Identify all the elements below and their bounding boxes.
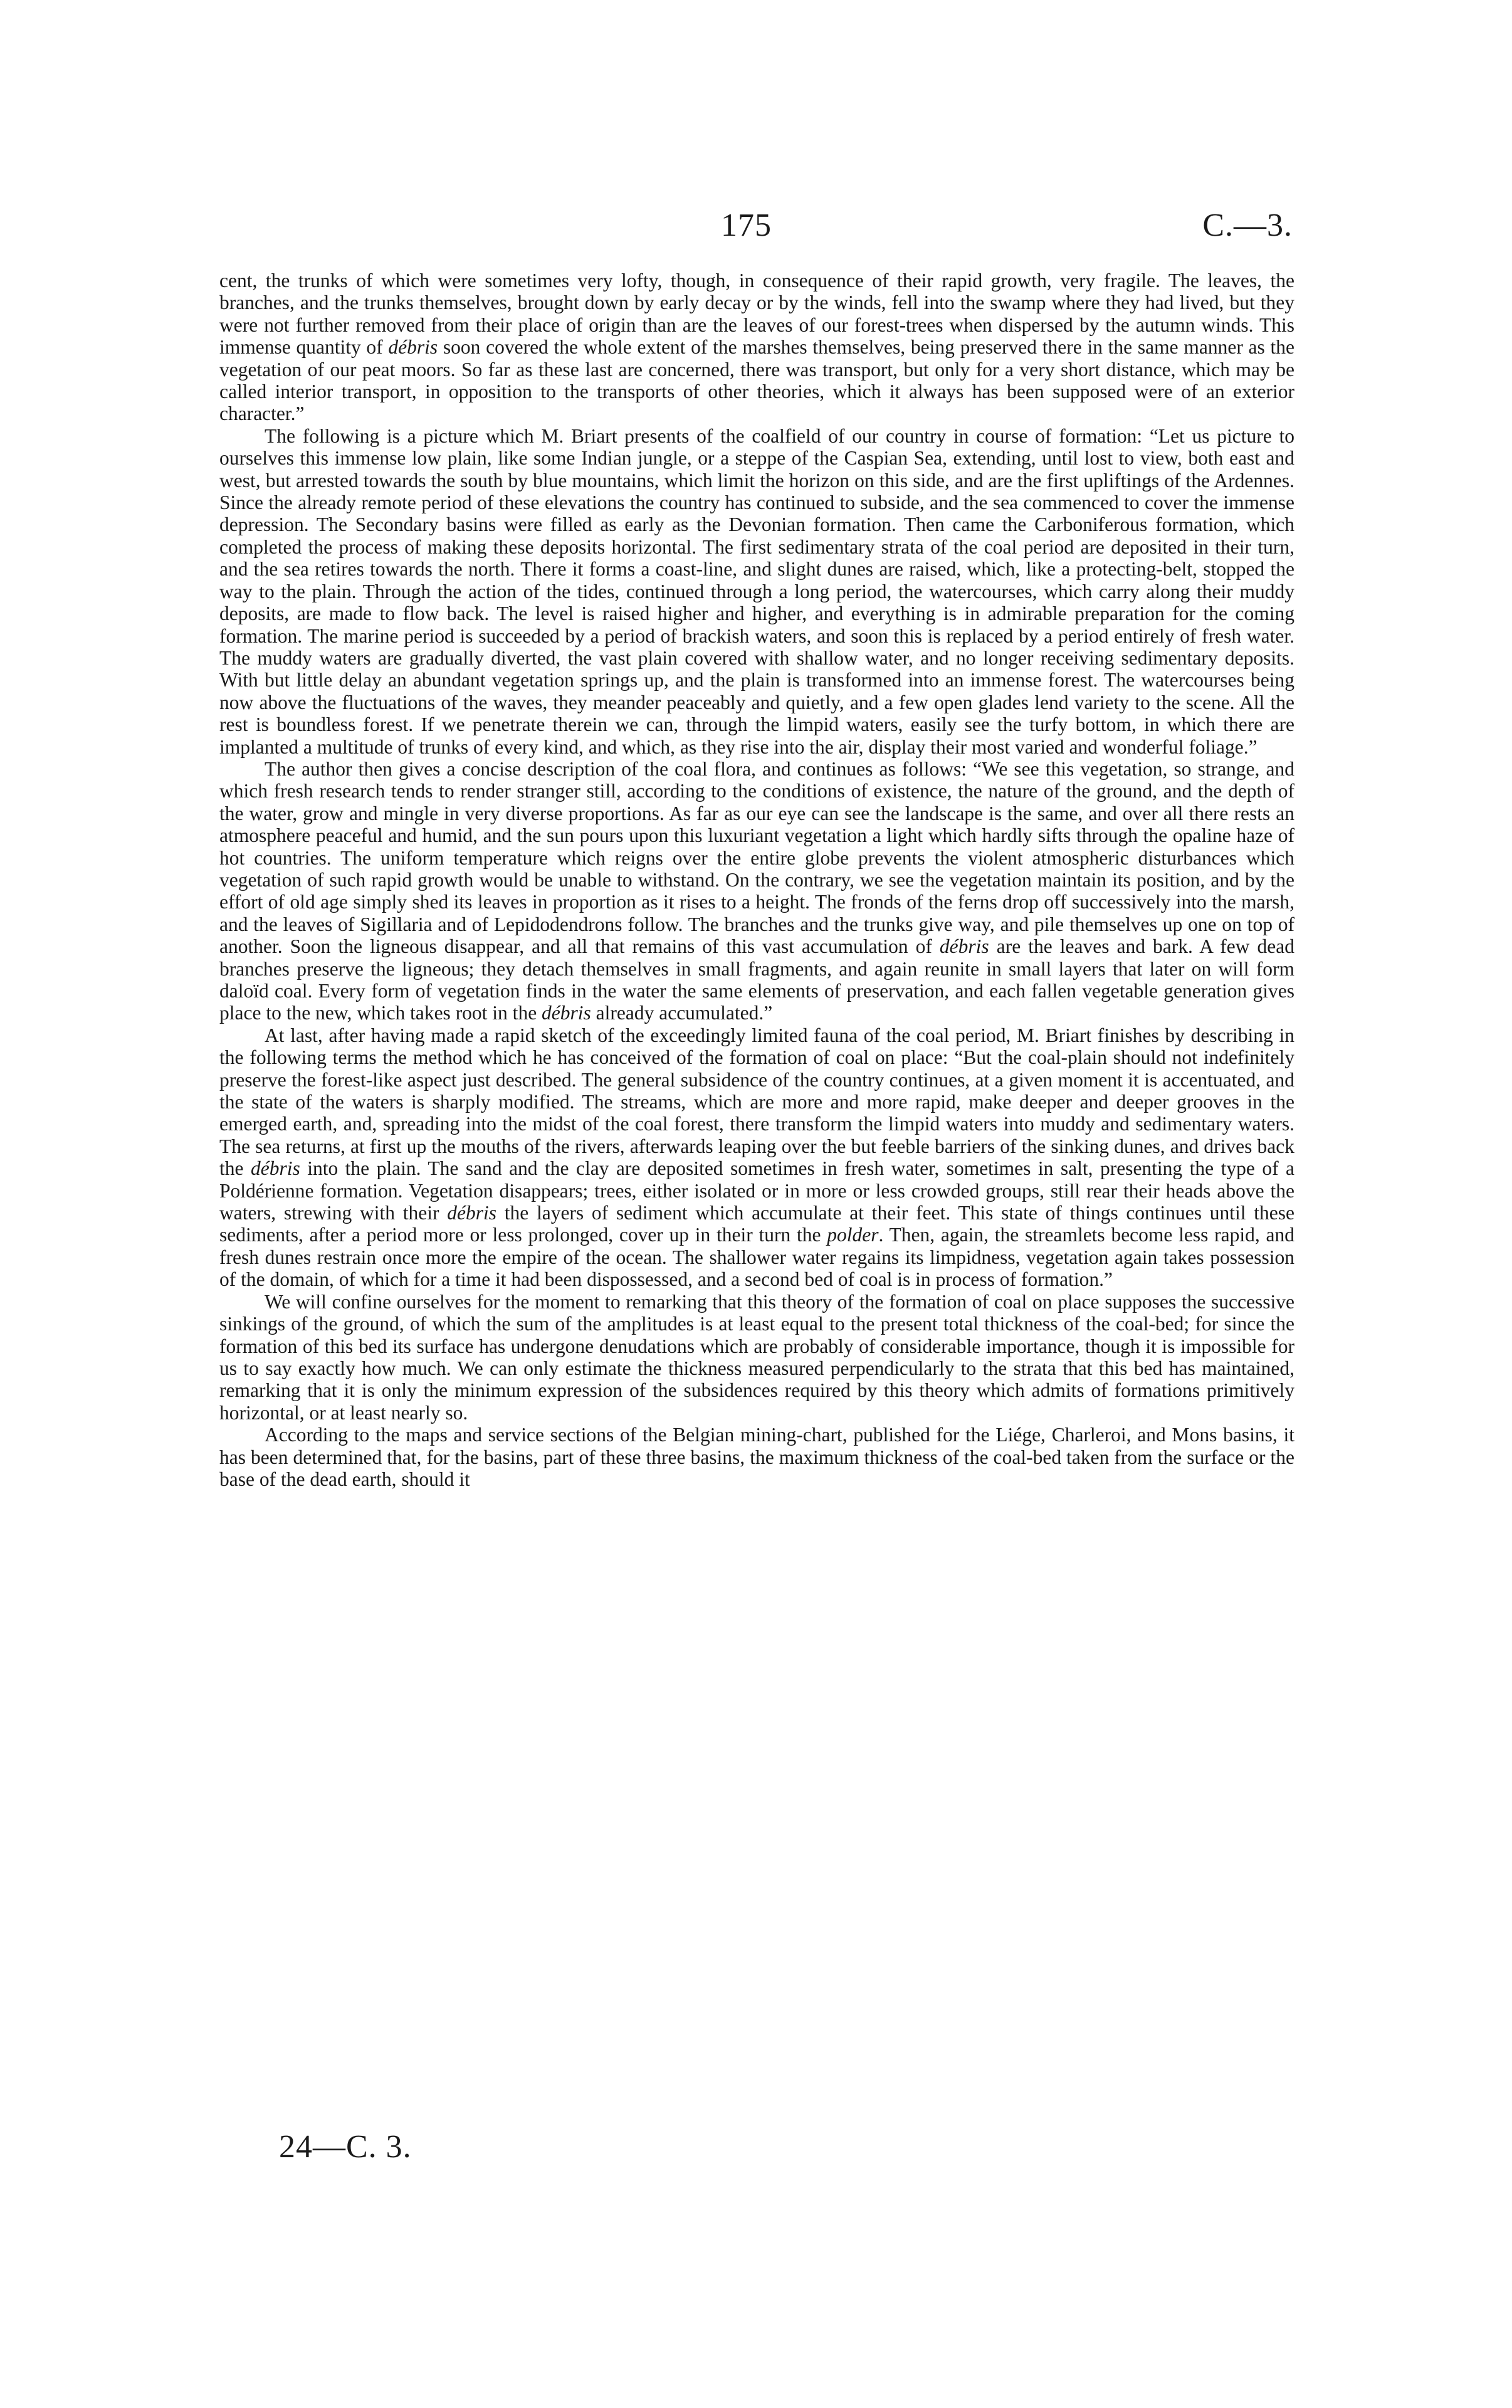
text-run: According to the maps and service sections of the Belgian mining-chart, published for the Liége, Charleroi, and Mons basins, it has been determined that, for the basins, part of these three basins, the maximum thickness of the coal-bed taken from the surface or the base of the dead earth, should it bbox=[219, 1424, 1294, 1490]
page-number: 175 bbox=[721, 208, 772, 243]
italic-term: débris bbox=[447, 1202, 496, 1224]
paragraph bbox=[219, 758, 1294, 1024]
italic-term: débris bbox=[542, 1002, 591, 1024]
italic-term: polder bbox=[827, 1224, 879, 1246]
text-run: . Then, again, the streamlets become less rapid, and fresh dunes restrain once more the empire of the ocean. The shallower water regains its limpidness, vegetation again takes possession of the domain, of which for a time it had been dispossessed, and a second bed of coal is in process of formation.” bbox=[219, 1224, 1294, 1291]
text-run: already accumulated.” bbox=[591, 1002, 773, 1024]
paragraph bbox=[219, 425, 1294, 758]
text-run: the layers of sediment which accumulate at their feet. This state of things continues until these sediments, after a period more or less prolonged, cover up in their turn the bbox=[219, 1202, 1295, 1246]
italic-term: débris bbox=[939, 935, 989, 958]
text-run: The author then gives a concise description of the coal flora, and continues as follows: “We see this vegetation, so strange, and which fresh research tends to render stranger still, according to the conditions of existence, the nature of the ground, and the depth of the water, grow and mingle in very diverse proportions. As far as our eye can see the landscape is the same, and over all there rests an atmosphere peaceful and humid, and the sun pours upon this luxuriant vegetation a light which hardly sifts through the opaline haze of hot countries. The uniform temperature which reigns over the entire globe prevents the violent atmospheric disturbances which vegetation of such rapid growth would be unable to withstand. On the contrary, we see the vegetation maintain its position, and by the effort of old age simply shed its leaves in proportion as it rises to a height. The fronds of the ferns drop off successively into the marsh, and the leaves of Sigillaria and of Lepidodendrons follow. The branches and the trunks give way, and pile themselves up one on top of another. Soon the ligneous disappear, and all that remains of this vast accumulation of bbox=[219, 757, 1294, 958]
text-run: At last, after having made a rapid sketch of the exceedingly limited fauna of the coal period, M. Briart finishes by describing in the following terms the method which he has conceived of the formation of coal on place: “But the coal-plain should not indefinitely preserve the forest-like aspect just described. The general subsidence of the country continues, at a given moment it is accentuated, and the state of the waters is sharply modified. The streams, which are more and more rapid, make deeper and deeper grooves in the emerged earth, and, spreading into the midst of the coal forest, there transform the limpid waters into muddy and sedimentary waters. The sea returns, at first up the mouths of the rivers, afterwards leaping over the but feeble barriers of the sinking dunes, and drives back the bbox=[219, 1024, 1294, 1180]
paragraph bbox=[219, 1024, 1294, 1291]
text-run: into the plain. The sand and the clay are deposited sometimes in fresh water, sometimes in salt, presenting the type of a Poldérienne formation. Vegetation disappears; trees, either isolated or in more or less crowded groups, still rear their heads above the waters, strewing with their bbox=[219, 1157, 1295, 1224]
series-code: C.—3. bbox=[1202, 208, 1293, 243]
text-run: We will confine ourselves for the moment to remarking that this theory of the formation of coal on place supposes the successive sinkings of the ground, of which the sum of the amplitudes is at least equal to the present total thickness of the coal-bed; for since the formation of this bed its surface has undergone denudations which are probably of considerable importance, though it is impossible for us to say exactly how much. We can only estimate the thickness measured perpendicularly to the strata that this bed has maintained, remarking that it is only the minimum expression of the subsidences required by this theory which admits of formations primitively horizontal, or at least nearly so. bbox=[219, 1290, 1294, 1424]
body-text bbox=[219, 270, 1294, 1490]
text-run: The following is a picture which M. Briart presents of the coalfield of our country in course of formation: “Let us picture to ourselves this immense low plain, like some Indian jungle, or a steppe of the Caspian Sea, extending, until lost to view, both east and west, but arrested towards the south by blue mountains, which limit the horizon on this side, and are the first upliftings of the Ardennes. Since the already remote period of these elevations the country has continued to subside, and the sea commenced to cover the immense depression. The Secondary basins were filled as early as the Devonian formation. Then came the Carboniferous formation, which completed the process of making these deposits horizontal. The first sedimentary strata of the coal period are deposited in their turn, and the sea retires towards the north. There it forms a coast-line, and slight dunes are raised, which, like a protecting-belt, stopped the way to the plain. Through the action of the tides, continued through a long period, the watercourses, which carry along their muddy deposits, are made to flow back. The level is raised higher and higher, and everything is in admirable preparation for the coming formation. The marine period is succeeded by a period of brackish waters, and soon this is replaced by a period entirely of fresh water. The muddy waters are gradually diverted, the vast plain covered with shallow water, and no longer receiving sedimentary deposits. With but little delay an abundant vegetation springs up, and the plain is transformed into an immense forest. The watercourses being now above the fluctuations of the waves, they meander peaceably and quietly, and a few open glades lend variety to the scene. All the rest is boundless forest. If we penetrate therein we can, through the limpid waters, easily see the turfy bottom, in which there are implanted a multitude of trunks of every kind, and which, as they rise into the air, display their most varied and wonderful foliage.” bbox=[219, 424, 1294, 758]
text-run: cent, the trunks of which were sometimes very lofty, though, in consequence of their rapid growth, very fragile. The leaves, the branches, and the trunks themselves, brought down by early decay or by the winds, fell into the swamp where they had lived, but they were not further removed from their place of origin than are the leaves of our forest-trees when dispersed by the autumn winds. This immense quantity of bbox=[219, 270, 1294, 359]
text-run: are the leaves and bark. A few dead branches preserve the ligneous; they detach themselves in small fragments, and again reunite in small layers that later on will form daloïd coal. Every form of vegetation finds in the water the same elements of preservation, and each fallen vegetable generation gives place to the new, which takes root in the bbox=[219, 935, 1294, 1024]
italic-term: débris bbox=[388, 336, 438, 359]
paragraph bbox=[219, 1424, 1294, 1490]
paragraph bbox=[219, 270, 1294, 425]
text-run: soon covered the whole extent of the marshes themselves, being preserved there in the same manner as the vegetation of our peat moors. So far as these last are concerned, there was transport, but only for a very short distance, which may be called interior transport, in opposition to the transports of other theories, which it always has been supposed were of an exterior character.” bbox=[219, 336, 1294, 425]
italic-term: débris bbox=[250, 1157, 300, 1180]
paragraph bbox=[219, 1291, 1294, 1424]
printer-signature: 24—C. 3. bbox=[279, 2129, 412, 2165]
